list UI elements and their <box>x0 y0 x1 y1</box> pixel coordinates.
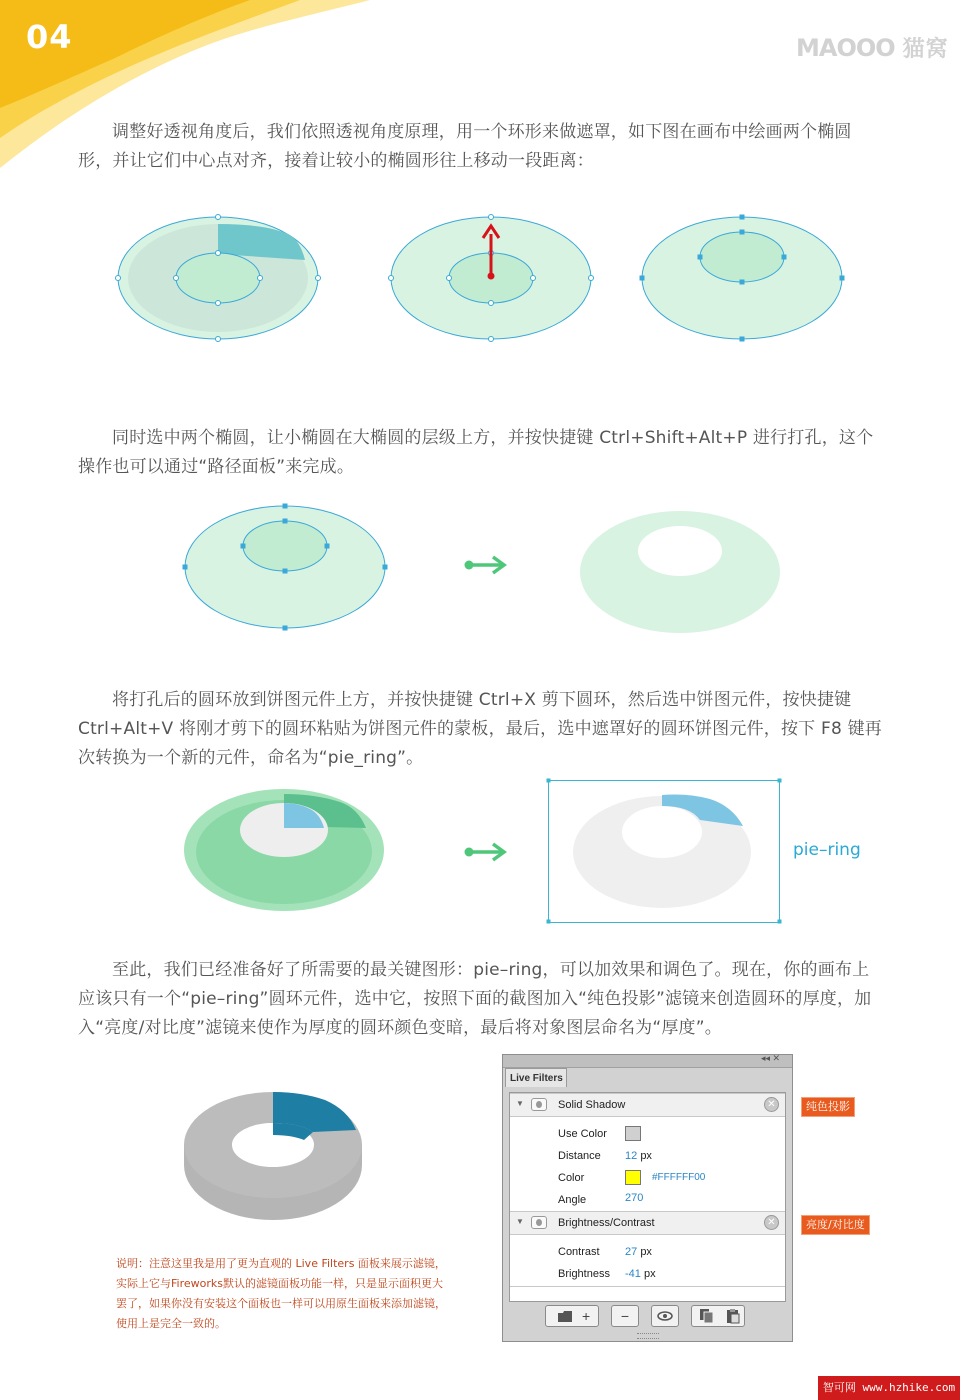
filter-list <box>509 1092 786 1302</box>
pie-ring-label: pie–ring <box>793 840 861 860</box>
brightness-value[interactable]: -41 <box>625 1268 641 1280</box>
panel-controls[interactable]: ◂◂ ✕ <box>761 1053 781 1063</box>
logo-text: MAOOO <box>796 34 895 62</box>
figure-mask <box>180 778 880 928</box>
copy-icon <box>700 1309 714 1323</box>
visibility-button[interactable] <box>651 1305 679 1327</box>
remove-filter-button[interactable]: − <box>611 1305 639 1327</box>
close-icon[interactable]: ✕ <box>764 1097 779 1112</box>
eye-icon[interactable] <box>531 1216 547 1229</box>
contrast-field[interactable] <box>625 1246 652 1258</box>
filter-name: Solid Shadow <box>558 1099 626 1111</box>
filter-name: Brightness/Contrast <box>558 1217 655 1229</box>
arrow-right-icon <box>465 844 505 860</box>
ring-3d-preview <box>180 1090 380 1230</box>
figure-punch-hole <box>100 500 900 640</box>
tab-live-filters[interactable]: Live Filters <box>505 1068 567 1087</box>
tag-brightness-contrast: 亮度/对比度 <box>801 1215 870 1235</box>
pie-ring-symbol <box>547 779 782 924</box>
brand-logo <box>796 32 949 63</box>
ellipse-with-pie <box>116 215 321 342</box>
contrast-unit: px <box>640 1246 652 1258</box>
brightness-label: Brightness <box>558 1268 610 1280</box>
use-color-checkbox[interactable] <box>625 1126 641 1141</box>
distance-unit: px <box>640 1150 652 1162</box>
tag-solid-shadow: 纯色投影 <box>801 1097 855 1117</box>
panel-toolbar <box>503 1305 792 1331</box>
arrow-right-icon <box>465 557 505 573</box>
paste-icon <box>726 1309 740 1323</box>
ellipse-pair-selected <box>183 504 388 631</box>
color-hex-value[interactable]: #FFFFFF00 <box>652 1172 706 1183</box>
collapse-triangle-icon[interactable]: ▼ <box>516 1217 524 1226</box>
collapse-triangle-icon[interactable]: ▼ <box>516 1099 524 1108</box>
divider <box>510 1286 785 1287</box>
paragraph-2: 同时选中两个椭圆，让小椭圆在大椭圆的层级上方，并按快捷键 Ctrl+Shift+Alt+P 进行打孔，这个操作也可以通过“路径面板”来完成。 <box>78 428 874 477</box>
brightness-field[interactable] <box>625 1268 656 1280</box>
paragraph-1: 调整好透视角度后，我们依照透视角度原理，用一个环形来做遮罩，如下图在画布中绘画两个椭圆形，并让它们中心点对齐，接着让较小的椭圆形往上移动一段距离： <box>78 122 852 171</box>
use-color-label: Use Color <box>558 1128 607 1140</box>
angle-value[interactable]: 270 <box>625 1192 644 1204</box>
paragraph-3: 将打孔后的圆环放到饼图元件上方，并按快捷键 Ctrl+X 剪下圆环，然后选中饼图元件，按快捷键 Ctrl+Alt+V 将刚才剪下的圆环粘贴为饼图元件的蒙板，最后，选中遮罩好的圆环饼图元件，按下 F8 键再次转换为一个新的元件，命名为“pie_ring”。 <box>78 690 882 768</box>
add-filter-button[interactable]: + <box>582 1308 591 1324</box>
note-text: 说明：注意这里我是用了更为直观的 Live Filters 面板来展示滤镜，实际上它与Fireworks默认的滤镜面板功能一样，只是显示面积更大罢了，如果你没有安装这个面板也一样可以用原生面板来添加滤镜，使用上是完全一致的。 <box>116 1257 446 1330</box>
brightness-unit: px <box>643 1268 656 1280</box>
close-icon[interactable]: ✕ <box>764 1215 779 1230</box>
paragraph-4: 至此，我们已经准备好了所需要的最关键图形：pie–ring，可以加效果和调色了。现在，你的画布上应该只有一个“pie–ring”圆环元件，选中它，按照下面的截图加入“纯色投影”滤镜来创造圆环的厚度，加入“亮度/对比度”滤镜来使作为厚度的圆环颜色变暗，最后将对象图层命名为“厚度”。 <box>78 960 872 1038</box>
distance-field[interactable] <box>625 1150 652 1162</box>
eye-icon[interactable] <box>531 1098 547 1111</box>
ellipse-move-up <box>389 215 594 342</box>
panel-titlebar <box>503 1055 792 1068</box>
distance-label: Distance <box>558 1150 601 1162</box>
filter-row-brightness-contrast[interactable] <box>510 1211 785 1235</box>
color-label: Color <box>558 1172 585 1184</box>
page-number: 04 <box>26 18 73 56</box>
ellipse-moved <box>640 215 845 342</box>
distance-value[interactable]: 12 <box>625 1150 638 1162</box>
logo-cn: 猫窝 <box>902 37 949 62</box>
color-swatch[interactable] <box>625 1170 641 1185</box>
copy-paste-button[interactable] <box>691 1305 745 1327</box>
folder-icon <box>558 1311 572 1322</box>
resize-grip[interactable] <box>637 1333 659 1339</box>
filter-row-solid-shadow[interactable] <box>510 1093 785 1117</box>
folder-button[interactable] <box>545 1305 599 1327</box>
angle-label: Angle <box>558 1194 587 1206</box>
contrast-label: Contrast <box>558 1246 600 1258</box>
ring-over-pie <box>184 789 384 911</box>
ring-result <box>580 511 780 633</box>
figure-ellipses-step1 <box>100 200 900 360</box>
live-filters-panel <box>502 1054 793 1342</box>
footer-watermark: 智可网 www.hzhike.com <box>818 1376 960 1400</box>
contrast-value[interactable]: 27 <box>625 1246 638 1258</box>
eye-icon <box>657 1311 673 1321</box>
